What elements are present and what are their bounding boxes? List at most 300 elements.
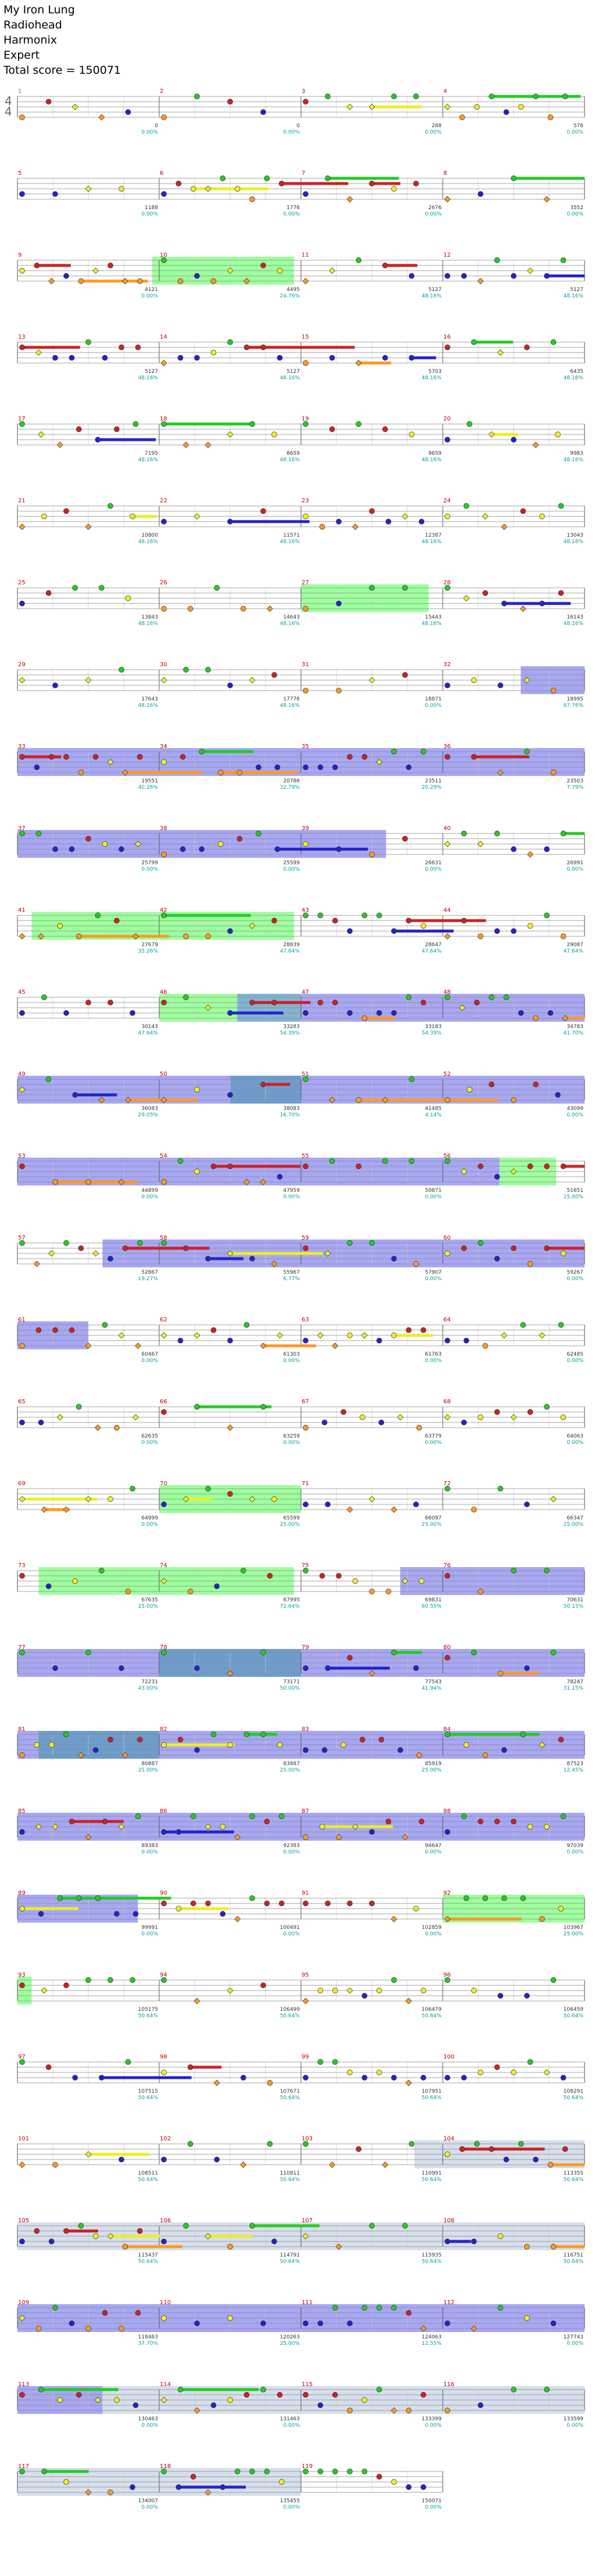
note	[406, 2311, 411, 2316]
note	[194, 1998, 200, 2004]
note	[279, 181, 284, 186]
note	[303, 99, 309, 105]
note	[347, 1901, 353, 1906]
note	[195, 1087, 200, 1093]
note	[445, 1573, 450, 1579]
note	[206, 1901, 211, 1906]
note	[180, 755, 185, 760]
measure-number: 52	[443, 1071, 451, 1077]
note	[406, 918, 411, 924]
note	[46, 1584, 51, 1589]
note	[20, 1753, 25, 1758]
measure-percent: 48.16%	[563, 539, 583, 545]
measure-percent: 0.00%	[141, 211, 158, 217]
measure-number: 85	[18, 1808, 26, 1815]
note	[471, 340, 476, 345]
note	[161, 360, 167, 366]
note	[303, 1502, 309, 1507]
note	[133, 422, 138, 427]
note	[409, 274, 414, 279]
note	[332, 2469, 338, 2474]
note	[275, 847, 280, 852]
note	[20, 1164, 25, 1169]
note	[533, 442, 539, 448]
staff	[0, 1479, 595, 1549]
note	[445, 683, 450, 688]
note	[464, 1743, 469, 1748]
note	[228, 519, 233, 524]
note	[235, 1916, 241, 1922]
chart-row	[0, 742, 595, 812]
note	[228, 929, 233, 934]
measure-number: 105	[18, 2218, 30, 2224]
note	[191, 1814, 196, 1819]
measure-percent: 25.00%	[138, 1767, 158, 1773]
song-header	[3, 2, 121, 78]
measure-score: 120263	[279, 2334, 300, 2340]
note	[392, 2075, 397, 2081]
chart-row	[0, 1479, 595, 1549]
measure-score: 4495	[286, 287, 300, 293]
note	[264, 1901, 270, 1906]
note	[471, 1507, 476, 1512]
measure-percent: 67.76%	[563, 703, 583, 709]
measure-number: 95	[302, 1972, 309, 1978]
chart-row	[0, 1152, 595, 1221]
note	[417, 1753, 422, 1758]
note	[511, 176, 517, 181]
note	[63, 1507, 69, 1512]
note	[122, 278, 128, 284]
measure-number: 104	[443, 2136, 455, 2142]
note	[114, 918, 119, 924]
measure-score: 106479	[421, 2007, 442, 2013]
note	[272, 2239, 277, 2244]
note	[362, 755, 367, 760]
measure-percent: 50.64%	[279, 2259, 300, 2265]
note	[53, 192, 58, 197]
note	[237, 770, 242, 775]
note	[544, 196, 550, 202]
measure-number: 99	[302, 2054, 309, 2060]
note	[303, 2392, 309, 2398]
note	[20, 755, 25, 760]
measure-percent: 0.00%	[283, 1849, 300, 1855]
measure-number: 77	[18, 1644, 26, 1651]
note	[72, 104, 78, 110]
note	[518, 2142, 524, 2147]
note	[533, 1016, 539, 1021]
note	[228, 1492, 233, 1497]
note	[86, 1000, 91, 1005]
measure-percent: 60.55%	[421, 1604, 442, 1609]
measure-number: 87	[302, 1808, 309, 1815]
note	[544, 2070, 550, 2075]
measure-number: 11	[302, 252, 309, 258]
note	[406, 995, 411, 1000]
note	[561, 1164, 566, 1169]
note	[504, 995, 509, 1000]
measure-number: 65	[18, 1399, 26, 1405]
note	[42, 2469, 47, 2474]
measure-percent: 0.00%	[567, 1276, 583, 1282]
note	[49, 2239, 54, 2244]
note	[478, 278, 483, 284]
note	[504, 2157, 509, 2162]
note	[73, 1579, 78, 1584]
measure-percent: 7.79%	[567, 785, 583, 791]
note	[85, 524, 91, 530]
note	[211, 1328, 216, 1333]
measure-percent: 31.15%	[563, 1686, 583, 1691]
measure-score: 27679	[141, 942, 158, 948]
note	[119, 1666, 124, 1671]
note	[195, 1169, 200, 1174]
measure-percent: 48.16%	[421, 457, 442, 463]
note	[336, 1835, 342, 1840]
measure-percent: 0.00%	[425, 2505, 442, 2510]
measure-percent: 25.00%	[563, 1194, 583, 1200]
note	[329, 1159, 335, 1164]
note	[445, 841, 450, 847]
staff	[0, 579, 595, 648]
note	[53, 1180, 58, 1185]
measure-number: 18	[160, 416, 167, 422]
note	[69, 847, 74, 852]
note	[524, 749, 529, 755]
note	[133, 1912, 138, 1917]
measure-percent: 50.64%	[421, 2095, 442, 2101]
measure-score: 59267	[567, 1270, 583, 1276]
note	[329, 355, 335, 361]
note	[244, 345, 249, 350]
measure-score: 135455	[279, 2498, 300, 2504]
measure-score: 55967	[283, 1270, 300, 1276]
measure-percent: 29.05%	[138, 1112, 158, 1118]
measure-score: 7195	[145, 451, 158, 457]
note	[303, 1011, 309, 1016]
note	[162, 1180, 167, 1185]
note	[36, 831, 41, 836]
note	[501, 1896, 507, 1901]
measure-number: 55	[302, 1153, 309, 1159]
note	[397, 1748, 403, 1753]
note	[42, 514, 47, 519]
note	[184, 667, 189, 673]
total-score: Total score = 150071	[3, 64, 121, 77]
measure-score: 69831	[425, 1597, 442, 1603]
note	[356, 2147, 361, 2152]
staff	[0, 2053, 595, 2122]
note	[332, 918, 338, 924]
measure-percent: 48.16%	[138, 621, 158, 627]
note	[235, 186, 240, 192]
measure-score: 29087	[567, 942, 583, 948]
measure-score: 78247	[567, 1679, 583, 1685]
measure-score: 115935	[421, 2252, 442, 2258]
measure-number: 46	[160, 989, 167, 996]
note	[471, 755, 476, 760]
measure-percent: 41.94%	[421, 1686, 442, 1691]
note	[86, 1180, 91, 1185]
note	[211, 1164, 216, 1169]
measure-score: 62485	[567, 1352, 583, 1357]
note	[524, 1502, 529, 1507]
note	[551, 1650, 556, 1655]
note	[227, 432, 233, 437]
note	[548, 1011, 553, 1016]
note	[108, 504, 113, 509]
note	[137, 1241, 142, 1246]
note	[119, 847, 124, 852]
note	[474, 105, 479, 110]
note	[511, 1414, 517, 1420]
measure-number: 16	[443, 334, 451, 340]
note	[38, 1420, 44, 1425]
note	[184, 995, 189, 1000]
measure-score: 64063	[567, 1433, 583, 1439]
measure-number: 67	[302, 1399, 309, 1405]
note	[130, 1486, 135, 1492]
note	[78, 770, 84, 775]
measure-percent: 0.00%	[283, 2505, 300, 2510]
note	[162, 192, 167, 197]
note	[421, 749, 426, 755]
time-signature: 4	[5, 105, 12, 118]
measure-number: 71	[302, 1481, 309, 1487]
note	[504, 110, 509, 115]
note	[261, 345, 266, 350]
note	[195, 94, 200, 99]
note	[498, 2234, 503, 2239]
note	[64, 1241, 69, 1246]
note	[119, 1332, 124, 1338]
note	[320, 524, 325, 530]
note	[544, 2387, 550, 2392]
chart-row	[0, 2216, 595, 2286]
note	[322, 1748, 327, 1753]
note	[561, 2075, 566, 2081]
note	[279, 1814, 284, 1819]
measure-number: 92	[443, 1890, 451, 1896]
measure-score: 61303	[283, 1352, 300, 1357]
chart-row	[0, 1643, 595, 1713]
note	[445, 2239, 450, 2244]
note	[102, 1819, 107, 1824]
note	[303, 192, 309, 197]
note	[76, 2392, 81, 2398]
measure-number: 103	[302, 2136, 313, 2142]
note	[119, 2157, 124, 2162]
measure-number: 57	[18, 1235, 26, 1241]
note	[445, 1098, 450, 1103]
note	[377, 1338, 382, 1343]
note	[551, 1978, 556, 1983]
note	[191, 2474, 196, 2480]
measure-number: 7	[302, 170, 306, 177]
note	[511, 929, 517, 934]
note	[341, 1410, 346, 1415]
note	[264, 2469, 270, 2474]
note	[461, 918, 467, 924]
note	[325, 176, 331, 181]
measure-score: 83887	[283, 1761, 300, 1767]
note	[518, 1011, 524, 1016]
measure-score: 5127	[286, 369, 300, 375]
note	[58, 2398, 63, 2403]
measure-percent: 0.00%	[141, 1849, 158, 1855]
measure-number: 25	[18, 580, 26, 586]
measure-percent: 0.00%	[425, 1440, 442, 1446]
note	[102, 355, 107, 361]
measure-number: 38	[160, 825, 167, 832]
chart-row	[0, 2380, 595, 2450]
measure-score: 80887	[141, 1761, 158, 1767]
note	[214, 1584, 220, 1589]
note	[362, 1993, 367, 1999]
note	[471, 2239, 476, 2244]
measure-percent: 48.16%	[421, 621, 442, 627]
note	[114, 1912, 119, 1917]
chart-row	[0, 497, 595, 566]
note	[471, 1650, 476, 1655]
note	[524, 1666, 529, 1671]
note	[19, 524, 25, 530]
note	[461, 1420, 467, 1425]
measure-score: 108291	[563, 2089, 583, 2094]
note	[461, 274, 467, 279]
note	[511, 847, 517, 852]
measure-score: 20786	[283, 778, 300, 784]
note	[377, 2070, 382, 2075]
note	[421, 2392, 426, 2398]
measure-percent: 50.64%	[563, 2013, 583, 2019]
measure-score: 107951	[421, 2089, 442, 2094]
note	[206, 934, 211, 939]
note	[261, 509, 266, 514]
note	[102, 2311, 107, 2316]
note	[406, 1998, 411, 2004]
note	[161, 1332, 167, 1338]
note	[325, 1502, 331, 1507]
note	[195, 1666, 200, 1671]
note	[419, 1819, 424, 1824]
measure-score: 107671	[279, 2089, 300, 2094]
staff	[0, 1643, 595, 1713]
note	[544, 847, 550, 852]
note	[528, 1824, 533, 1830]
note	[403, 2223, 408, 2229]
note	[377, 1011, 382, 1016]
note	[561, 1415, 566, 1420]
measure-score: 5127	[428, 287, 442, 293]
note	[318, 2321, 323, 2326]
note	[272, 1497, 277, 1502]
measure-score: 16143	[567, 615, 583, 620]
note	[360, 1415, 365, 1420]
chart-row	[0, 1397, 595, 1467]
note	[137, 2229, 142, 2234]
note	[382, 355, 388, 361]
note	[332, 2060, 338, 2065]
note	[303, 765, 309, 770]
note	[501, 524, 507, 530]
note	[445, 755, 450, 760]
measure-number: 59	[302, 1235, 309, 1241]
note	[114, 427, 119, 432]
measure-score: 44899	[141, 1188, 158, 1194]
measure-score: 2676	[428, 205, 442, 211]
note	[341, 1743, 346, 1748]
measure-score: 64999	[141, 1515, 158, 1521]
measure-score: 28839	[283, 942, 300, 948]
note	[261, 2321, 266, 2326]
chart-row	[0, 906, 595, 976]
note	[76, 1896, 81, 1901]
note	[34, 2229, 40, 2234]
note	[241, 2075, 246, 2081]
note	[379, 1420, 384, 1425]
note	[518, 105, 524, 110]
note	[329, 268, 335, 274]
note	[445, 1414, 450, 1420]
note	[188, 2065, 193, 2070]
staff	[0, 497, 595, 566]
note	[53, 355, 58, 361]
note	[272, 673, 277, 678]
note	[78, 1246, 84, 1251]
note	[176, 1830, 181, 1835]
note	[69, 1328, 74, 1333]
note	[58, 924, 63, 929]
note	[267, 1573, 273, 1579]
measure-percent: 0.00%	[425, 2423, 442, 2428]
note	[445, 933, 450, 939]
note	[261, 110, 266, 115]
measure-score: 33283	[283, 1024, 300, 1030]
chart-row	[0, 2053, 595, 2122]
note	[445, 196, 450, 202]
note	[379, 1737, 384, 1743]
measure-number: 72	[443, 1481, 451, 1487]
measure-percent: 0.00%	[567, 2423, 583, 2428]
measure-score: 61763	[425, 1352, 442, 1357]
note	[474, 2142, 479, 2147]
note	[244, 1732, 249, 1737]
measure-score: 28647	[425, 942, 442, 948]
note	[126, 596, 131, 601]
song-title: My Iron Lung	[3, 3, 75, 16]
note	[228, 2316, 233, 2321]
note	[53, 1328, 58, 1333]
note	[533, 94, 539, 99]
note	[135, 1814, 141, 1819]
measure-percent: 48.16%	[279, 539, 300, 545]
note	[86, 1650, 91, 1655]
measure-score: 1188	[145, 205, 158, 211]
measure-score: 51651	[567, 1188, 583, 1194]
note	[20, 1573, 25, 1579]
note	[445, 1655, 450, 1661]
note	[162, 1410, 167, 1415]
measure-score: 5127	[570, 287, 583, 293]
note	[303, 514, 309, 519]
note	[277, 1332, 283, 1338]
measure-percent: 24.76%	[279, 293, 300, 299]
note	[41, 1507, 47, 1512]
measure-score: 18995	[567, 696, 583, 702]
measure-number: 49	[18, 1071, 26, 1077]
